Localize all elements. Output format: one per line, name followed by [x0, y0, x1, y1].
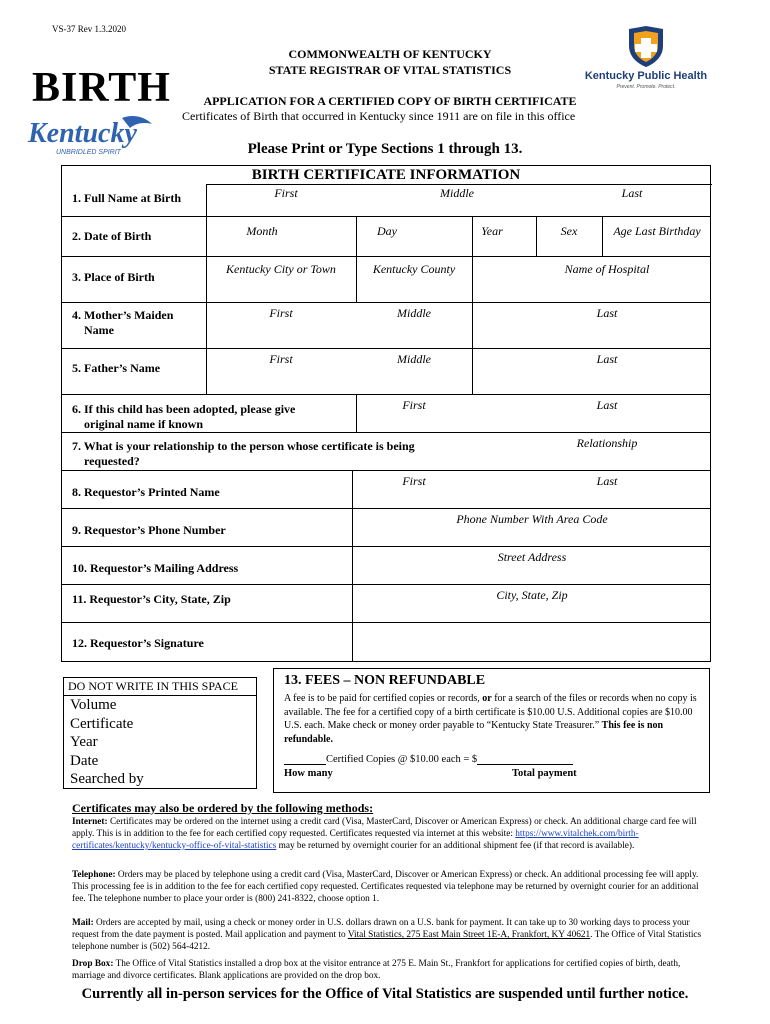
- kentucky-public-health-logo: [584, 26, 708, 90]
- hint-year: Year: [481, 224, 503, 238]
- agency-line-2: STATE REGISTRAR OF VITAL STATISTICS: [268, 63, 512, 77]
- hint-relationship: Relationship: [576, 436, 638, 450]
- hint-phone: Phone Number With Area Code: [456, 512, 608, 526]
- kentucky-logo-text: Kentucky: [28, 118, 137, 149]
- hint-last: Last: [596, 398, 618, 412]
- label-requestor-printed-name: 8. Requestor’s Printed Name: [72, 485, 220, 499]
- kph-tagline: Prevent. Promote. Protect.: [616, 84, 676, 90]
- office-use-searched-by: Searched by: [70, 771, 144, 787]
- vitalchek-link[interactable]: https://www.vitalchek.com/birth-certificates/kentucky/kentucky-office-of-vital-statistics: [72, 829, 639, 851]
- office-use-year: Year: [70, 734, 98, 750]
- instructions: Please Print or Type Sections 1 through 13.: [247, 141, 523, 157]
- office-use-date: Date: [70, 752, 99, 769]
- application-subtitle: Certificates of Birth that occurred in Kentucky since 1911 are on file in this office: [182, 109, 576, 123]
- hint-age-last-birthday: Age Last Birthday: [613, 224, 701, 238]
- label-full-name-at-birth: 1. Full Name at Birth: [72, 191, 181, 205]
- agency-line-1: COMMONWEALTH OF KENTUCKY: [288, 47, 492, 61]
- hint-street-address: Street Address: [497, 550, 567, 564]
- label-requestor-city-state-zip: 11. Requestor’s City, State, Zip: [72, 592, 231, 606]
- kentucky-logo-tagline: UNBRIDLED SPIRIT: [56, 149, 121, 156]
- label-fathers-name: 5. Father’s Name: [72, 361, 161, 375]
- hint-hospital: Name of Hospital: [564, 262, 650, 276]
- office-use-heading: DO NOT WRITE IN THIS SPACE: [64, 678, 256, 696]
- total-payment-blank[interactable]: [477, 754, 573, 765]
- hint-first: First: [269, 352, 293, 366]
- hint-first: First: [269, 306, 293, 320]
- kph-name: Kentucky Public Health: [584, 70, 708, 82]
- office-use-certificate: Certificate: [70, 715, 134, 732]
- internet-paragraph: Internet: Certificates may be ordered on the internet using a credit card (Visa, MasterCard, Discover or American Express) or check. An additional charge card fee will apply. This is in addition to the fee for each certified copy requested. Certificates requested via internet at this website: https://www.vitalchek.com/birth-certificates/kentucky/kentucky-office-of-vital-statistics may be returned by overnight courier for an additional shipment fee (if that record is available).: [72, 817, 697, 851]
- total-payment-label: Total payment: [512, 768, 577, 779]
- birth-certificate-information-form: [61, 165, 711, 662]
- label-requestor-mailing-address: 10. Requestor’s Mailing Address: [72, 561, 239, 575]
- office-use-volume: Volume: [70, 697, 117, 713]
- hint-last: Last: [596, 474, 618, 488]
- form-code: VS-37 Rev 1.3.2020: [52, 24, 126, 34]
- ordering-methods-title: Certificates may also be ordered by the following methods:: [72, 801, 374, 815]
- hint-middle: Middle: [397, 306, 431, 320]
- application-title: APPLICATION FOR A CERTIFIED COPY OF BIRTH CERTIFICATE: [203, 94, 577, 108]
- label-requestor-signature: 12. Requestor’s Signature: [72, 636, 204, 650]
- hint-last: Last: [596, 306, 618, 320]
- telephone-paragraph: Telephone: Orders may be placed by telephone using a credit card (Visa, MasterCard, Discover or American Express) or check. An additional processing fee will apply. This processing fee is in addition to the fee for each certified copy requested. Certificates requested via telephone may be returned by overnight courier for an additional fee. The telephone number to place your order is (800) 241-8322, choose option 1.: [72, 870, 699, 904]
- fees-calculation-line: Certified Copies @ $10.00 each = $ How many Total payment: [284, 754, 577, 779]
- mail-paragraph: Mail: Orders are accepted by mail, using a check or money order in U.S. dollars drawn on a U.S. bank for payment. It can take up to 30 working days to process your request from the date payment is posted. Mail application and payment to Vital Statistics, 275 East Main Street 1E-A, Frankfort, KY 40621. The Office of Vital Statistics telephone number is (502) 564-4212.: [72, 918, 702, 952]
- in-person-services-notice: Currently all in-person services for the Office of Vital Statistics are suspended until further notice.: [81, 986, 689, 1002]
- copies-count-blank[interactable]: [284, 754, 326, 765]
- hint-month: Month: [246, 224, 278, 238]
- dropbox-paragraph: Drop Box: The Office of Vital Statistics installed a drop box at the visitor entrance at 275 E. Main St., Frankfort for applications for certified copies of birth, death, marriage and divorce certificates. Blank applications are provided on the drop box.: [72, 959, 681, 981]
- document-title-birth: BIRTH: [32, 65, 171, 111]
- hint-last: Last: [621, 186, 643, 200]
- hint-last: Last: [596, 352, 618, 366]
- label-place-of-birth: 3. Place of Birth: [72, 270, 155, 284]
- hint-middle: Middle: [397, 352, 431, 366]
- fees-box: [273, 668, 710, 793]
- label-adopted-original-name: 6. If this child has been adopted, please give original name if known: [72, 402, 296, 431]
- office-use-box: [63, 677, 257, 789]
- how-many-label: How many: [284, 768, 333, 779]
- section-title: BIRTH CERTIFICATE INFORMATION: [251, 167, 521, 183]
- hint-first: First: [402, 398, 426, 412]
- hint-first: First: [402, 474, 426, 488]
- fees-title: 13. FEES – NON REFUNDABLE: [284, 673, 486, 688]
- label-requestor-phone: 9. Requestor’s Phone Number: [72, 523, 226, 537]
- label-date-of-birth: 2. Date of Birth: [72, 229, 152, 243]
- hint-sex: Sex: [560, 224, 578, 238]
- label-mothers-maiden-name: 4. Mother’s Maiden Name: [72, 308, 174, 337]
- hint-middle: Middle: [440, 186, 474, 200]
- hint-day: Day: [377, 224, 397, 238]
- hint-ky-city: Kentucky City or Town: [226, 262, 336, 276]
- hint-ky-county: Kentucky County: [372, 262, 456, 276]
- label-relationship: 7. What is your relationship to the person whose certificate is being requested?: [72, 439, 415, 468]
- hint-first: First: [274, 186, 298, 200]
- hint-city-state-zip: City, State, Zip: [496, 588, 568, 602]
- fees-description: A fee is to be paid for certified copies or records, or for a search of the files or records when no copy is available. The fee for a certified copy of a birth certificate is $10.00 U.S. Additional copies are $10.00 U.S. each. Make check or money order payable to “Kentucky State Treasurer.” This fee is non refundable.: [284, 693, 697, 745]
